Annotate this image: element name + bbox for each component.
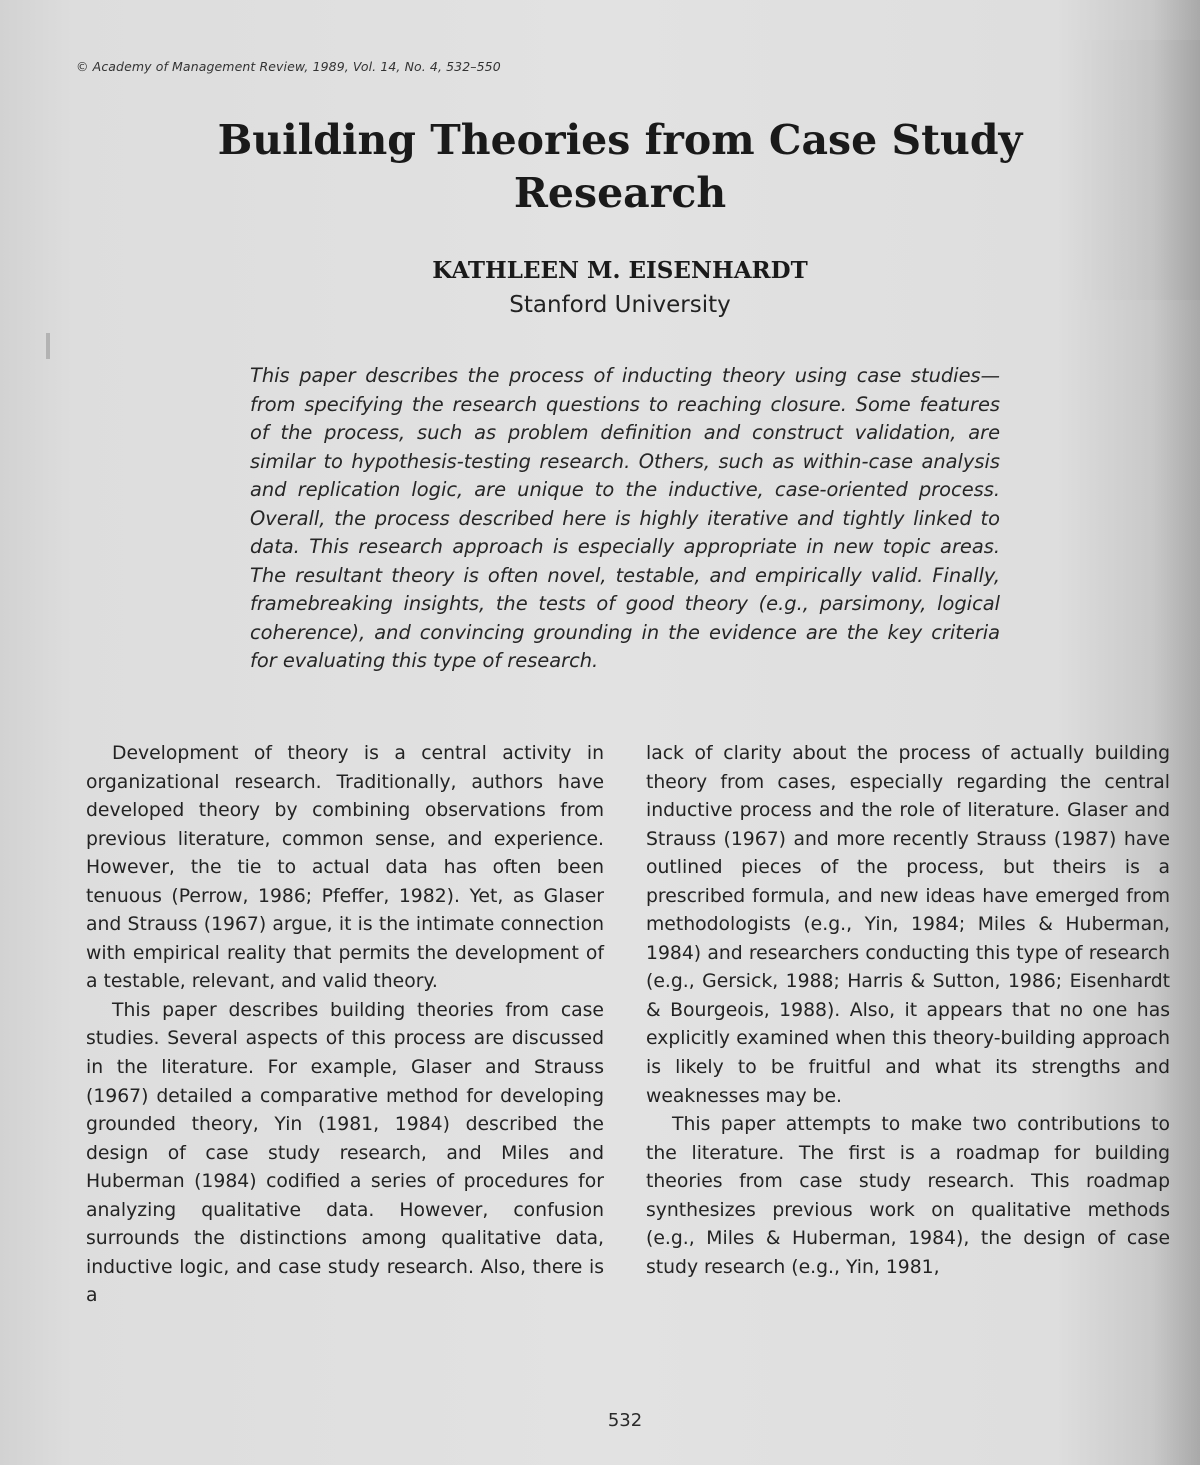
article-title: Building Theories from Case Study Research	[217, 116, 1023, 217]
author-affiliation: Stanford University	[509, 292, 731, 318]
page-number: 532	[607, 1410, 643, 1431]
body-paragraph: lack of clarity about the process of actually building theory from cases, especially regarding the central inductive process and the role of literature. Glaser and Strauss (1967) and more recently Strauss (1987) have outlined pieces of the process, but theirs is a prescribed formula, and new ideas have emerged from methodologists (e.g., Yin, 1984; Miles & Huberman, 1984) and researchers conducting this type of research (e.g., Gersick, 1988; Harris & Sutton, 1986; Eisenhardt & Bourgeois, 1988). Also, it appears that no one has explicitly examined when this theory-building approach is likely to be fruitful and what its strengths and weaknesses may be.	[646, 743, 1170, 1107]
scan-smudge	[46, 333, 50, 359]
body-column-right	[646, 740, 1170, 1282]
body-paragraph: Development of theory is a central activity in organizational research. Traditionally, authors have developed theory by combining observations from previous literature, common sense, and experience. However, the tie to actual data has often been tenuous (Perrow, 1986; Pfeffer, 1982). Yet, as Glaser and Strauss (1967) argue, it is the intimate connection with empirical reality that permits the development of a testable, relevant, and valid theory.	[86, 743, 604, 993]
abstract: This paper describes the process of inducting theory using case studies—from specifying the research questions to reaching closure. Some features of the process, such as problem definition and construct validation, are similar to hypothesis-testing research. Others, such as within-case analysis and replication logic, are unique to the inductive, case-oriented process. Overall, the process described here is highly iterative and tightly linked to data. This research approach is especially appropriate in new topic areas. The resultant theory is often novel, testable, and empirically valid. Finally, framebreaking insights, the tests of good theory (e.g., parsimony, logical coherence), and convincing grounding in the evidence are the key criteria for evaluating this type of research.	[250, 364, 1000, 672]
author-name: KATHLEEN M. EISENHARDT	[432, 257, 808, 284]
body-paragraph: This paper describes building theories from case studies. Several aspects of this process are discussed in the literature. For example, Glaser and Strauss (1967) detailed a comparative method for developing grounded theory, Yin (1981, 1984) described the design of case study research, and Miles and Huberman (1984) codified a series of procedures for analyzing qualitative data. However, confusion surrounds the distinctions among qualitative data, inductive logic, and case study research. Also, there is a	[86, 999, 604, 1307]
body-paragraph: This paper attempts to make two contributions to the literature. The first is a roadmap for building theories from case study research. This roadmap synthesizes previous work on qualitative methods (e.g., Miles & Huberman, 1984), the design of case study research (e.g., Yin, 1981,	[646, 1114, 1170, 1278]
bleed-through-shadow	[1060, 40, 1200, 300]
journal-citation: © Academy of Management Review, 1989, Vol. 14, No. 4, 532–550	[76, 59, 501, 74]
body-column-left	[86, 740, 604, 1311]
